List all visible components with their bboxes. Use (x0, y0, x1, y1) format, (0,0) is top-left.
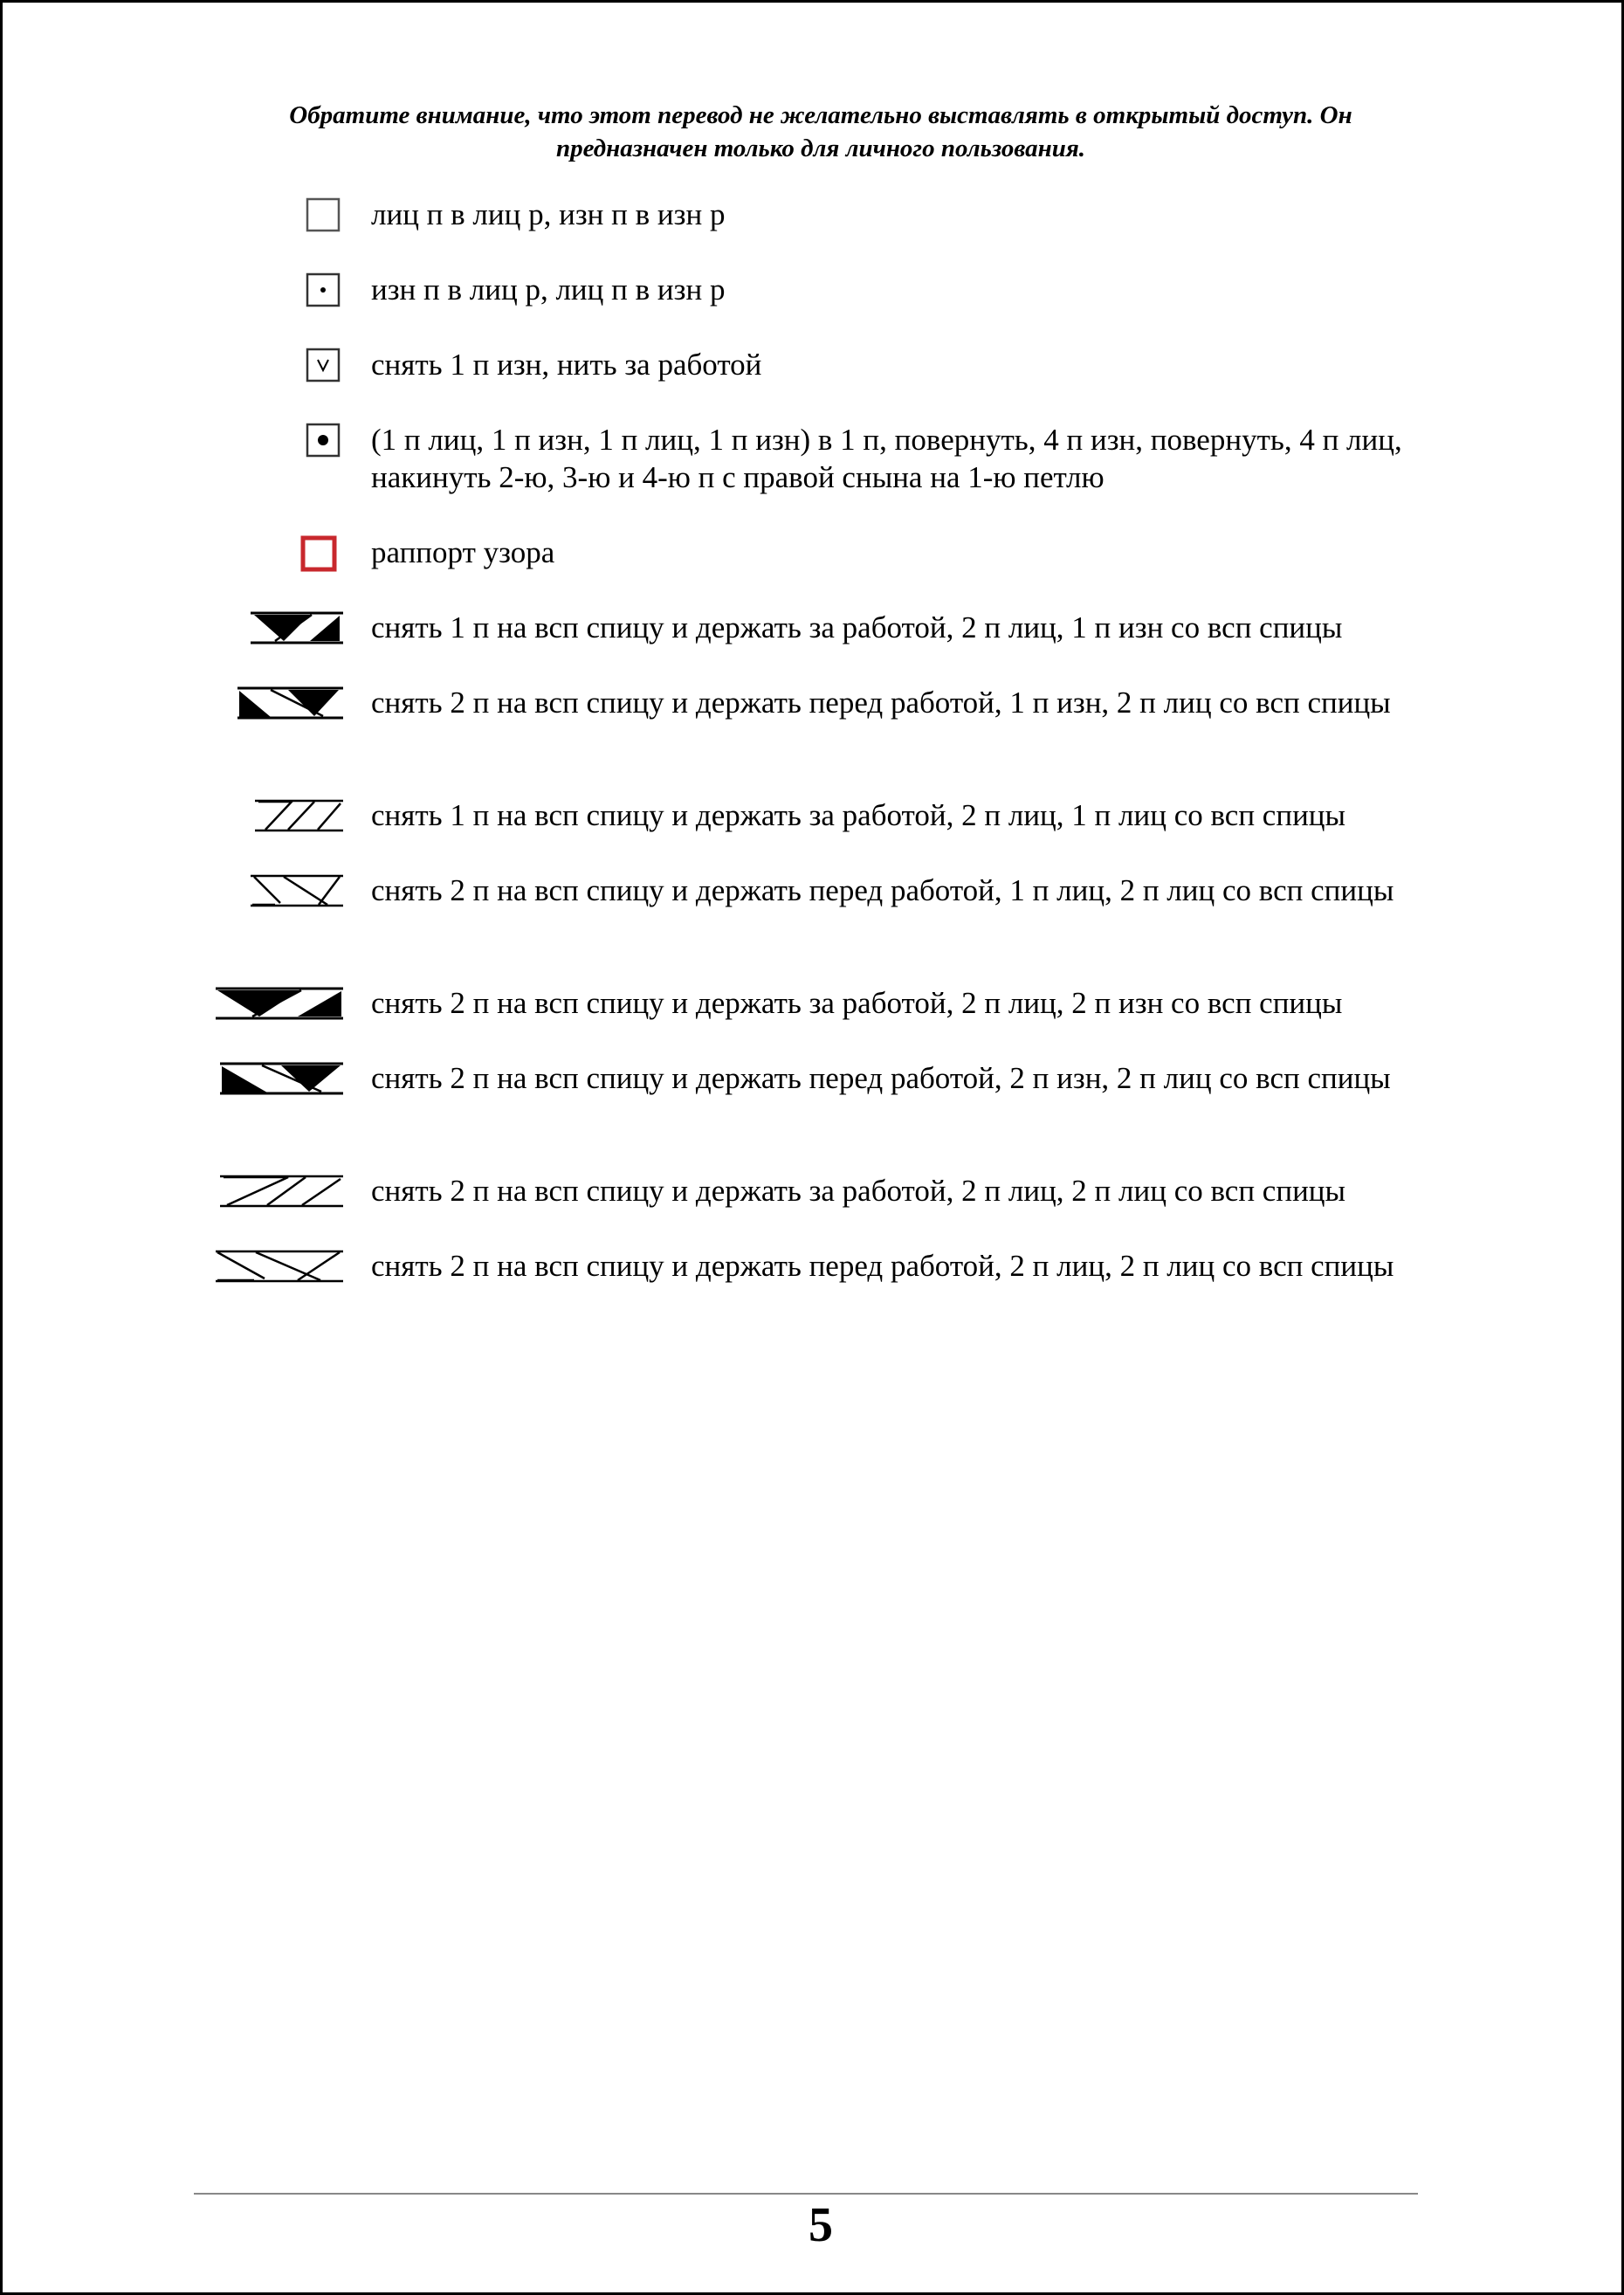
cable-left-knit-icon (249, 873, 345, 908)
legend-text: снять 2 п на всп спицу и держать перед работой, 2 п лиц, 2 п лиц со всп спицы (371, 1249, 1394, 1283)
legend-text: (1 п лиц, 1 п изн, 1 п лиц, 1 п изн) в 1 п, повернуть, 4 п изн, повернуть, 4 п лиц, накинуть 2-ю, 3-ю и 4-ю п с правой снына на 1-ю петлю (371, 423, 1402, 494)
legend-text: лиц п в лиц р, изн п в изн р (371, 197, 726, 231)
legend-text: снять 1 п изн, нить за работой (371, 348, 762, 382)
cable-2-2-right-purl-icon (214, 986, 345, 1021)
cable-right-knit-icon (253, 798, 345, 833)
slip-v-square-icon (306, 348, 341, 382)
legend-text: снять 1 п на всп спицу и держать за работой, 2 п лиц, 1 п изн со всп спицы (371, 610, 1343, 644)
cable-2-2-left-knit-icon (214, 1249, 345, 1284)
notice-line-2: предназначен только для личного пользования. (555, 134, 1086, 162)
cable-2-2-left-purl-icon (218, 1061, 345, 1096)
notice (201, 99, 1441, 165)
bobble-square-icon (306, 423, 341, 458)
dot-square-icon (306, 272, 341, 307)
cable-left-purl-icon (236, 686, 345, 720)
legend-text: снять 2 п на всп спицу и держать за работой, 2 п лиц, 2 п изн со всп спицы (371, 986, 1343, 1020)
legend-text: снять 2 п на всп спицу и держать перед работой, 2 п изн, 2 п лиц со всп спицы (371, 1061, 1391, 1095)
legend-text: снять 2 п на всп спицу и держать перед работой, 1 п лиц, 2 п лиц со всп спицы (371, 873, 1394, 907)
empty-square-icon (306, 197, 341, 232)
cable-2-2-right-knit-icon (218, 1174, 345, 1209)
notice-line-1: Обратите внимание, что этот перевод не желательно выставлять в открытый доступ. Он (289, 101, 1352, 129)
legend-text: изн п в лиц р, лиц п в изн р (371, 272, 726, 307)
legend-text: снять 1 п на всп спицу и держать за работой, 2 п лиц, 1 п лиц со всп спицы (371, 798, 1346, 832)
cable-right-purl-icon (249, 610, 345, 645)
legend-text: раппорт узора (371, 535, 555, 569)
page-number: 5 (809, 2198, 833, 2252)
legend-text: снять 2 п на всп спицу и держать за работой, 2 п лиц, 2 п лиц со всп спицы (371, 1174, 1346, 1208)
legend-text: снять 2 п на всп спицу и держать перед работой, 1 п изн, 2 п лиц со всп спицы (371, 686, 1391, 720)
repeat-square-icon (300, 535, 337, 572)
footer-divider (194, 2193, 1418, 2195)
